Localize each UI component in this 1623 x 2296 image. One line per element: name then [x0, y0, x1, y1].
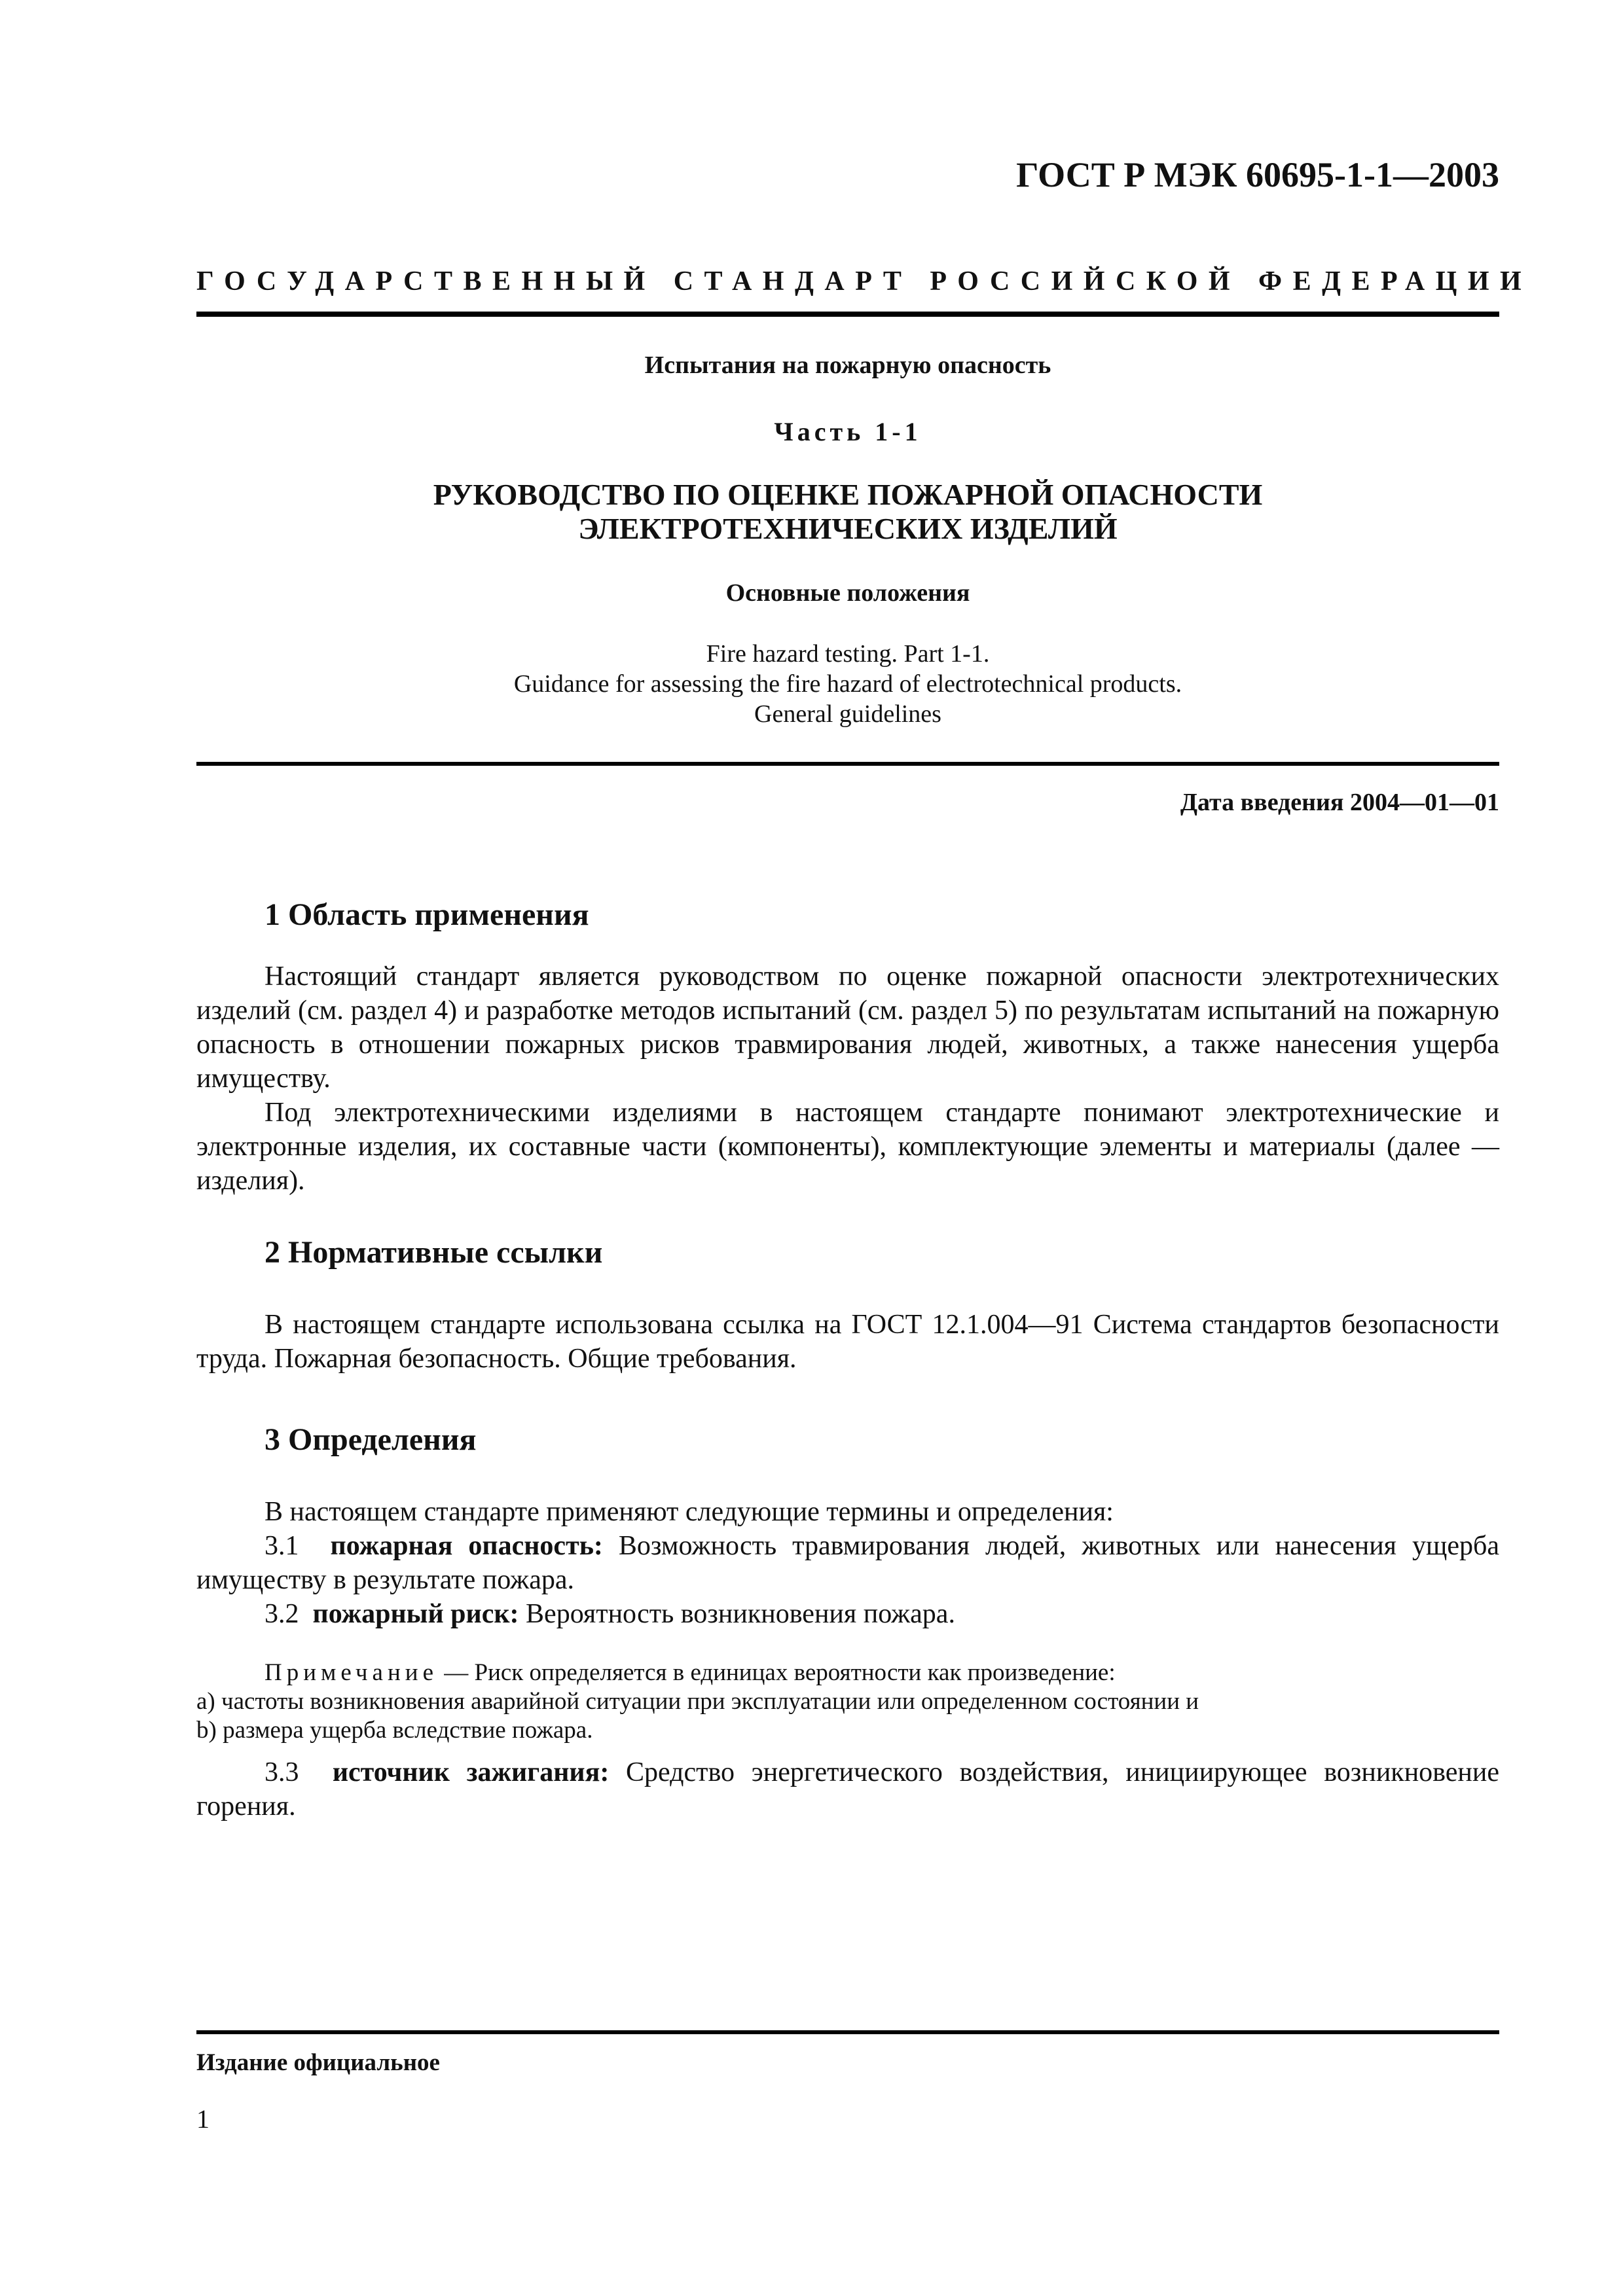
section-1-body [196, 960, 1499, 1198]
section-3-body [196, 1495, 1499, 1631]
section-2-body [196, 1308, 1499, 1376]
document-code: ГОСТ Р МЭК 60695-1-1—2003 [1016, 155, 1499, 194]
definition-3-2-number: 3.2 [264, 1599, 299, 1629]
note-text: — Риск определяется в единицах вероятности как произведение: [444, 1659, 1116, 1686]
document-title-en [196, 639, 1499, 729]
note-item-b: b) размера ущерба вследствие пожара. [196, 1717, 593, 1744]
document-title-ru [196, 478, 1499, 546]
title-rule [196, 762, 1499, 766]
section-3-intro: В настоящем стандарте применяют следующие термины и определения: [264, 1497, 1114, 1527]
standard-series-title: Испытания на пожарную опасность [644, 351, 1051, 379]
definition-3-1-text: Возможность травмирования людей, животных или нанесения ущерба имуществу в результате пожара. [196, 1531, 1499, 1595]
state-standard-heading: ГОСУДАРСТВЕННЫЙ СТАНДАРТ РОССИЙСКОЙ ФЕДЕРАЦИИ [196, 266, 1533, 296]
guidelines-subtitle: Основные положения [725, 579, 970, 607]
section-2-paragraph-1: В настоящем стандарте использована ссылка на ГОСТ 12.1.004—91 Система стандартов безопасности труда. Пожарная безопасность. Общие требования. [196, 1310, 1499, 1374]
note-item-a: a) частоты возникновения аварийной ситуации при эксплуатации или определенном состоянии и [196, 1688, 1199, 1715]
definition-note [196, 1659, 1499, 1745]
section-2-heading: 2 Нормативные ссылки [264, 1235, 603, 1270]
footer-rule [196, 2030, 1499, 2034]
note-label: Примечание [264, 1659, 438, 1686]
title-ru-line-2: ЭЛЕКТРОТЕХНИЧЕСКИХ ИЗДЕЛИЙ [578, 512, 1118, 545]
section-1-paragraph-2: Под электротехническими изделиями в настоящем стандарте понимают электротехнические и электронные изделия, их составные части (компоненты), комплектующие элементы и материалы (далее — изделия). [196, 1098, 1499, 1196]
section-3-heading: 3 Определения [264, 1422, 477, 1457]
page-number: 1 [196, 2104, 210, 2134]
section-1-heading: 1 Область применения [264, 897, 589, 932]
definition-3-3-block [196, 1755, 1499, 1823]
definition-3-3 [196, 1755, 1499, 1823]
title-en-line-2: Guidance for assessing the fire hazard of electrotechnical products. [513, 670, 1182, 698]
definition-3-2 [196, 1597, 1499, 1631]
introduction-date: Дата введения 2004—01—01 [1180, 789, 1499, 816]
document-page [196, 0, 1533, 2296]
title-en-line-3: General guidelines [754, 700, 941, 728]
definition-3-1-term: пожарная опасность: [330, 1531, 603, 1561]
definition-3-1 [196, 1529, 1499, 1597]
part-number: Часть 1-1 [774, 417, 922, 446]
title-ru-line-1: РУКОВОДСТВО ПО ОЦЕНКЕ ПОЖАРНОЙ ОПАСНОСТИ [433, 478, 1263, 511]
definition-3-3-number: 3.3 [264, 1757, 299, 1787]
section-1-paragraph-1: Настоящий стандарт является руководством по оценке пожарной опасности электротехнических изделий (см. раздел 4) и разработке методов испытаний (см. раздел 5) по результатам испытаний на пожарную опасность в отношении пожарных рисков травмирования людей, животных, а также нанесения ущерба имуществу. [196, 961, 1499, 1094]
definition-3-3-text: Средство энергетического воздействия, инициирующее возникновение горения. [196, 1757, 1499, 1821]
definition-3-2-text: Вероятность возникновения пожара. [526, 1599, 955, 1629]
definition-3-1-number: 3.1 [264, 1531, 299, 1561]
definition-3-2-term: пожарный риск: [312, 1599, 519, 1629]
official-edition-label: Издание официальное [196, 2049, 440, 2076]
definition-3-3-term: источник зажигания: [332, 1757, 610, 1787]
header-rule [196, 312, 1499, 317]
title-en-line-1: Fire hazard testing. Part 1-1. [706, 640, 990, 668]
note-heading [196, 1659, 1499, 1687]
